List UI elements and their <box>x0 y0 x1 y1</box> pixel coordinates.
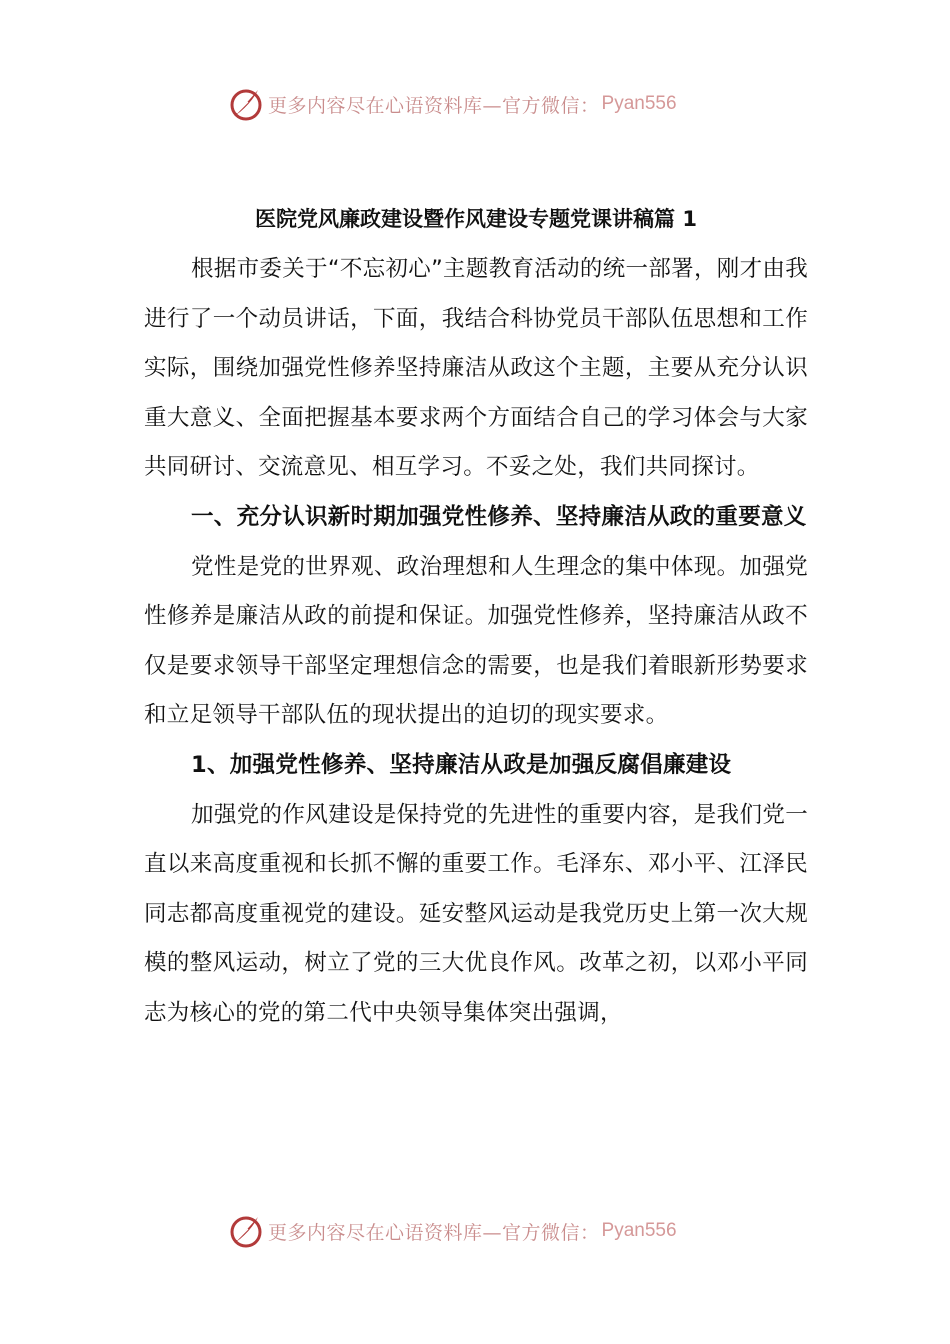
document-body <box>144 193 808 1039</box>
watermark-text: 更多内容尽在心语资料库—官方微信： <box>268 94 600 117</box>
watermark-wechat-id: Pyan556 <box>601 93 677 114</box>
paragraph-party-spirit: 党性是党的世界观、政治理想和人生理念的集中体现。加强党性修养是廉洁从政的前提和保证。加强党性修养，坚持廉洁从政不仅是要求领导干部坚定理想信念的需要，也是我们着眼新形势要求和立足领导干部队伍的现状提出的迫切的现实要求。 <box>144 553 808 729</box>
quill-logo-icon <box>228 86 264 122</box>
paragraph-style-building: 加强党的作风建设是保持党的先进性的重要内容，是我们党一直以来高度重视和长抓不懈的重要工作。毛泽东、邓小平、江泽民同志都高度重视党的建设。延安整风运动是我党历史上第一次大规模的整风运动，树立了党的三大优良作风。改革之初，以邓小平同志为核心的党的第二代中央领导集体突出强调， <box>144 801 808 1026</box>
watermark-text: 更多内容尽在心语资料库—官方微信： <box>268 1221 600 1244</box>
watermark-footer <box>228 1211 677 1251</box>
watermark-header <box>228 84 677 124</box>
quill-logo-icon <box>228 1213 264 1249</box>
watermark-wechat-id: Pyan556 <box>601 1220 677 1241</box>
paragraph-intro: 根据市委关于“不忘初心”主题教育活动的统一部署，刚才由我进行了一个动员讲话，下面，我结合科协党员干部队伍思想和工作实际，围绕加强党性修养坚持廉洁从政这个主题，主要从充分认识重大意义、全面把握基本要求两个方面结合自己的学习体会与大家共同研讨、交流意见、相互学习。不妥之处，我们共同探讨。 <box>144 256 808 481</box>
subsection-heading-1: 1、加强党性修养、坚持廉洁从政是加强反腐倡廉建设 <box>191 751 732 778</box>
section-heading-1: 一、充分认识新时期加强党性修养、坚持廉洁从政的重要意义 <box>191 503 807 530</box>
document-title: 医院党风廉政建设暨作风建设专题党课讲稿篇 1 <box>255 207 697 231</box>
